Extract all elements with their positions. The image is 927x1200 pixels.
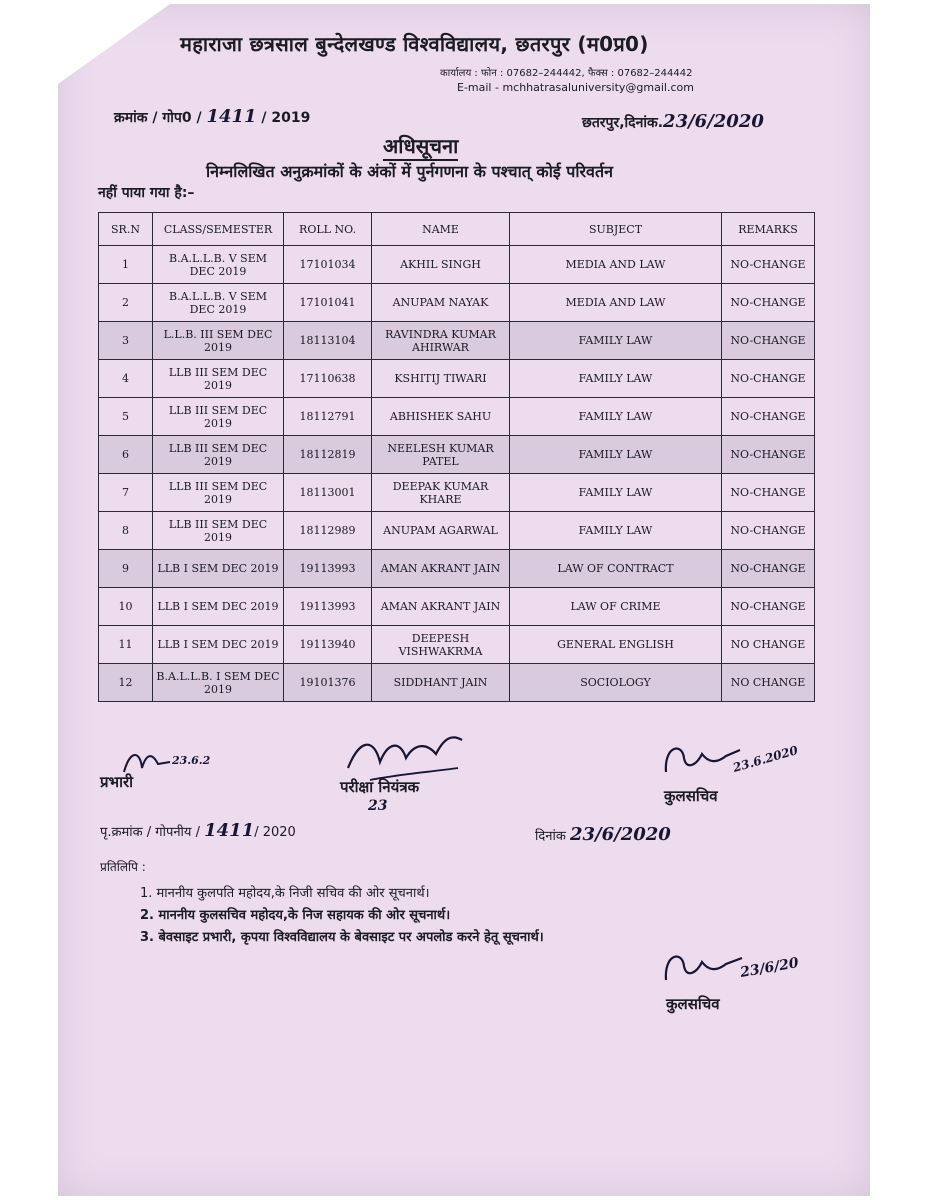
roll-cell: 17110638 (284, 360, 372, 398)
class-cell: LLB III SEM DEC 2019 (153, 474, 284, 512)
name-cell: AMAN AKRANT JAIN (372, 550, 510, 588)
table-row (99, 360, 815, 398)
table-row (99, 322, 815, 360)
sr-cell: 4 (99, 360, 153, 398)
roll-cell: 19101376 (284, 664, 372, 702)
sr-cell: 8 (99, 512, 153, 550)
remarks-cell: NO-CHANGE (722, 360, 815, 398)
class-cell: B.A.L.L.B. I SEM DEC 2019 (153, 664, 284, 702)
subject-cell: GENERAL ENGLISH (510, 626, 722, 664)
endorsement-number: 1411 (204, 820, 255, 841)
reference-number (114, 106, 310, 127)
header-subject: SUBJECT (510, 213, 722, 246)
sr-cell: 1 (99, 246, 153, 284)
sr-cell: 2 (99, 284, 153, 322)
subject-cell: FAMILY LAW (510, 512, 722, 550)
name-cell: ANUPAM NAYAK (372, 284, 510, 322)
subject-cell: LAW OF CRIME (510, 588, 722, 626)
header-remarks: REMARKS (722, 213, 815, 246)
remarks-cell: NO-CHANGE (722, 284, 815, 322)
reference-year: / 2019 (261, 110, 311, 126)
copies-label: प्रतिलिपि : (100, 860, 146, 874)
subject-cell: MEDIA AND LAW (510, 246, 722, 284)
class-cell: LLB I SEM DEC 2019 (153, 588, 284, 626)
roll-cell: 19113993 (284, 588, 372, 626)
controller-label: परीक्षा नियंत्रक (340, 778, 420, 796)
table-row (99, 246, 815, 284)
endorsement-date-handwritten: 23/6/2020 (569, 824, 671, 845)
name-cell: AMAN AKRANT JAIN (372, 588, 510, 626)
header-roll-no: ROLL NO. (284, 213, 372, 246)
table-row (99, 588, 815, 626)
endorsement-date (535, 824, 671, 845)
class-cell: LLB III SEM DEC 2019 (153, 360, 284, 398)
sr-cell: 12 (99, 664, 153, 702)
subject-cell: FAMILY LAW (510, 360, 722, 398)
class-cell: L.L.B. III SEM DEC 2019 (153, 322, 284, 360)
endorsement-reference (100, 820, 296, 841)
registrar-label: कुलसचिव (664, 787, 718, 805)
roll-cell: 18112819 (284, 436, 372, 474)
class-cell: LLB III SEM DEC 2019 (153, 512, 284, 550)
remarks-cell: NO-CHANGE (722, 246, 815, 284)
name-cell: RAVINDRA KUMAR AHIRWAR (372, 322, 510, 360)
header-class-semester: CLASS/SEMESTER (153, 213, 284, 246)
sr-cell: 5 (99, 398, 153, 436)
subject-cell: FAMILY LAW (510, 436, 722, 474)
notice-heading: अधिसूचना (383, 132, 458, 161)
class-cell: LLB I SEM DEC 2019 (153, 626, 284, 664)
class-cell: B.A.L.L.B. V SEM DEC 2019 (153, 246, 284, 284)
table-row (99, 398, 815, 436)
name-cell: AKHIL SINGH (372, 246, 510, 284)
reference-prefix: क्रमांक / गोप0 / (114, 110, 202, 126)
subject-cell: MEDIA AND LAW (510, 284, 722, 322)
endorsement-date-label: दिनांक (535, 829, 566, 844)
sr-cell: 10 (99, 588, 153, 626)
roll-cell: 18113104 (284, 322, 372, 360)
sr-cell: 3 (99, 322, 153, 360)
endorsement-prefix: पृ.क्रमांक / गोपनीय / (100, 825, 200, 840)
place-date-handwritten: 23/6/2020 (663, 111, 764, 132)
subject-cell: LAW OF CONTRACT (510, 550, 722, 588)
incharge-date: 23.6.2 (172, 754, 211, 767)
copy-item-2: 2. माननीय कुलसचिव महोदय,के निज सहायक की ओर सूचनार्थ। (140, 908, 451, 923)
email-line: E-mail - mchhatrasaluniversity@gmail.com (457, 81, 694, 94)
name-cell: SIDDHANT JAIN (372, 664, 510, 702)
results-table (98, 212, 815, 702)
remarks-cell: NO-CHANGE (722, 550, 815, 588)
name-cell: NEELESH KUMAR PATEL (372, 436, 510, 474)
roll-cell: 18112791 (284, 398, 372, 436)
copy-item-3: 3. बेवसाइट प्रभारी, कृपया विश्वविद्यालय के बेवसाइट पर अपलोड करने हेतू सूचनार्थ। (140, 930, 544, 945)
roll-cell: 19113940 (284, 626, 372, 664)
name-cell: DEEPESH VISHWAKRMA (372, 626, 510, 664)
table-row (99, 474, 815, 512)
remarks-cell: NO-CHANGE (722, 474, 815, 512)
subject-cell: SOCIOLOGY (510, 664, 722, 702)
remarks-cell: NO-CHANGE (722, 398, 815, 436)
remarks-cell: NO-CHANGE (722, 436, 815, 474)
name-cell: DEEPAK KUMAR KHARE (372, 474, 510, 512)
class-cell: LLB I SEM DEC 2019 (153, 550, 284, 588)
sr-cell: 9 (99, 550, 153, 588)
contact-line: कार्यालय : फोन : 07682–244442, फैक्स : 07682–244442 (440, 68, 693, 79)
remarks-cell: NO-CHANGE (722, 512, 815, 550)
subject-cell: FAMILY LAW (510, 398, 722, 436)
sr-cell: 11 (99, 626, 153, 664)
table-row (99, 626, 815, 664)
name-cell: KSHITIJ TIWARI (372, 360, 510, 398)
table-row (99, 284, 815, 322)
copy-item-1: 1. माननीय कुलपति महोदय,के निजी सचिव की ओर सूचनार्थ। (140, 886, 430, 901)
subject-cell: FAMILY LAW (510, 474, 722, 512)
name-cell: ANUPAM AGARWAL (372, 512, 510, 550)
class-cell: LLB III SEM DEC 2019 (153, 436, 284, 474)
incharge-label: प्रभारी (100, 773, 133, 791)
place-date-label: छतरपुर,दिनांक. (582, 115, 664, 131)
table-header-row (99, 213, 815, 246)
notice-intro-line-1: निम्नलिखित अनुक्रमांकों के अंकों में पुर्नगणना के पश्चात् कोई परिवर्तन (206, 162, 613, 181)
table-row (99, 436, 815, 474)
roll-cell: 19113993 (284, 550, 372, 588)
remarks-cell: NO CHANGE (722, 626, 815, 664)
university-name: महाराजा छत्रसाल बुन्देलखण्ड विश्वविद्यालय, छतरपुर (म0प्र0) (180, 32, 649, 56)
remarks-cell: NO-CHANGE (722, 322, 815, 360)
subject-cell: FAMILY LAW (510, 322, 722, 360)
header-name: NAME (372, 213, 510, 246)
roll-cell: 17101034 (284, 246, 372, 284)
name-cell: ABHISHEK SAHU (372, 398, 510, 436)
roll-cell: 18113001 (284, 474, 372, 512)
remarks-cell: NO CHANGE (722, 664, 815, 702)
notice-intro-line-2: नहीं पाया गया है:– (98, 185, 195, 201)
class-cell: B.A.L.L.B. V SEM DEC 2019 (153, 284, 284, 322)
table-row (99, 550, 815, 588)
roll-cell: 18112989 (284, 512, 372, 550)
final-signature-label: कुलसचिव (666, 995, 720, 1013)
folded-corner (58, 4, 170, 84)
table-row (99, 664, 815, 702)
final-signature-date: 23/6/20 (739, 955, 800, 981)
sr-cell: 6 (99, 436, 153, 474)
remarks-cell: NO-CHANGE (722, 588, 815, 626)
roll-cell: 17101041 (284, 284, 372, 322)
table-row (99, 512, 815, 550)
place-date (582, 111, 764, 132)
controller-date: 23 (368, 798, 388, 814)
header-srn: SR.N (99, 213, 153, 246)
sr-cell: 7 (99, 474, 153, 512)
reference-number-handwritten: 1411 (206, 106, 257, 127)
class-cell: LLB III SEM DEC 2019 (153, 398, 284, 436)
endorsement-year: / 2020 (254, 825, 296, 840)
registrar-date: 23.6.2020 (731, 743, 800, 775)
